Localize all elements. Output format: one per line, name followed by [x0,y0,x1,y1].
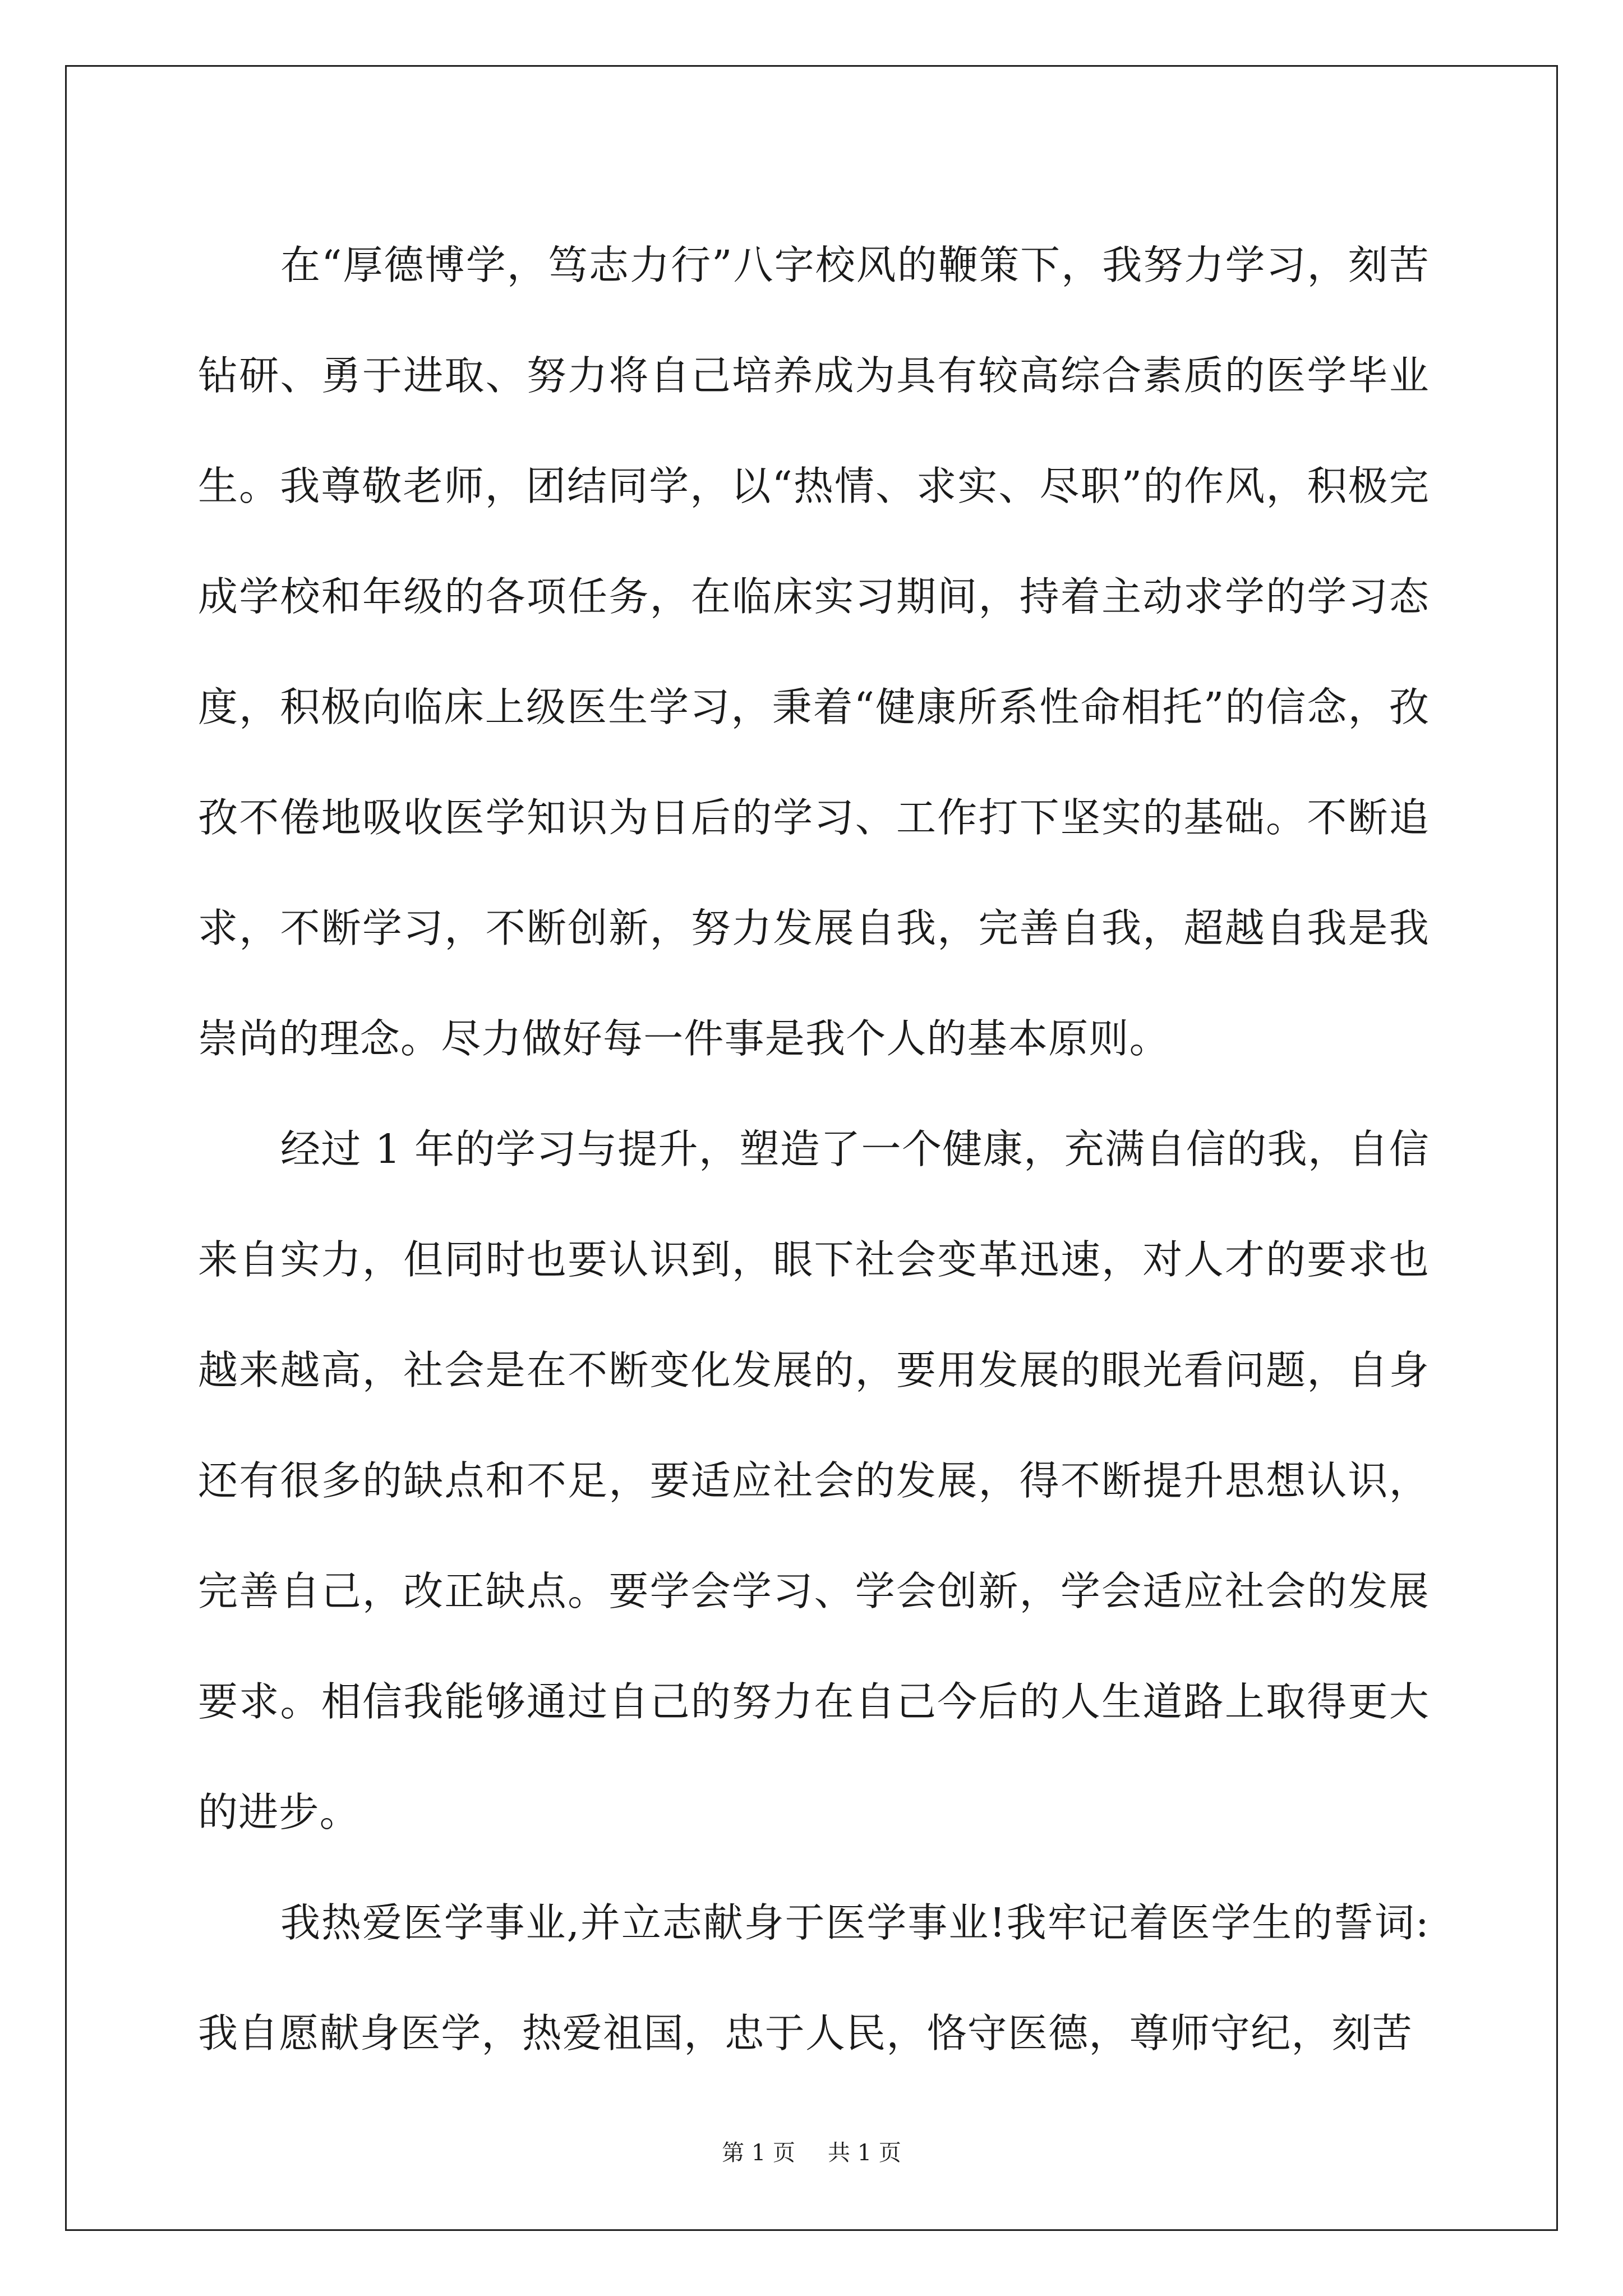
page-footer [0,2136,1623,2170]
paragraph-2: 经过 1 年的学习与提升，塑造了一个健康，充满自信的我，自信来自实力，但同时也要认识到，眼下社会变革迅速，对人才的要求也越来越高，社会是在不断变化发展的，要用发展的眼光看问题，自身还有很多的缺点和不足，要适应社会的发展，得不断提升思想认识，完善自己，改正缺点。要学会学习、学会创新，学会适应社会的发展要求。相信我能够通过自己的努力在自己今后的人生道路上取得更大的进步。 [198,1126,1430,1835]
page-number: 第 1 页 [722,2140,795,2166]
paragraph-3: 我热爱医学事业,并立志献身于医学事业!我牢记着医学生的誓词:我自愿献身医学，热爱祖国，忠于人民，恪守医德，尊师守纪，刻苦 [198,1899,1430,2056]
paragraph-1: 在“厚德博学，笃志力行”八字校风的鞭策下，我努力学习，刻苦钻研、勇于进取、努力将自己培养成为具有较高综合素质的医学毕业生。我尊敬老师，团结同学，以“热情、求实、尽职”的作风，积极完成学校和年级的各项任务，在临床实习期间，持着主动求学的学习态度，积极向临床上级医生学习，秉着“健康所系性命相托”的信念，孜孜不倦地吸收医学知识为日后的学习、工作打下坚实的基础。不断追求，不断学习，不断创新，努力发展自我，完善自我，超越自我是我崇尚的理念。尽力做好每一件事是我个人的基本原则。 [198,242,1430,1062]
document-body [198,210,1430,2088]
page-total: 共 1 页 [828,2140,901,2166]
